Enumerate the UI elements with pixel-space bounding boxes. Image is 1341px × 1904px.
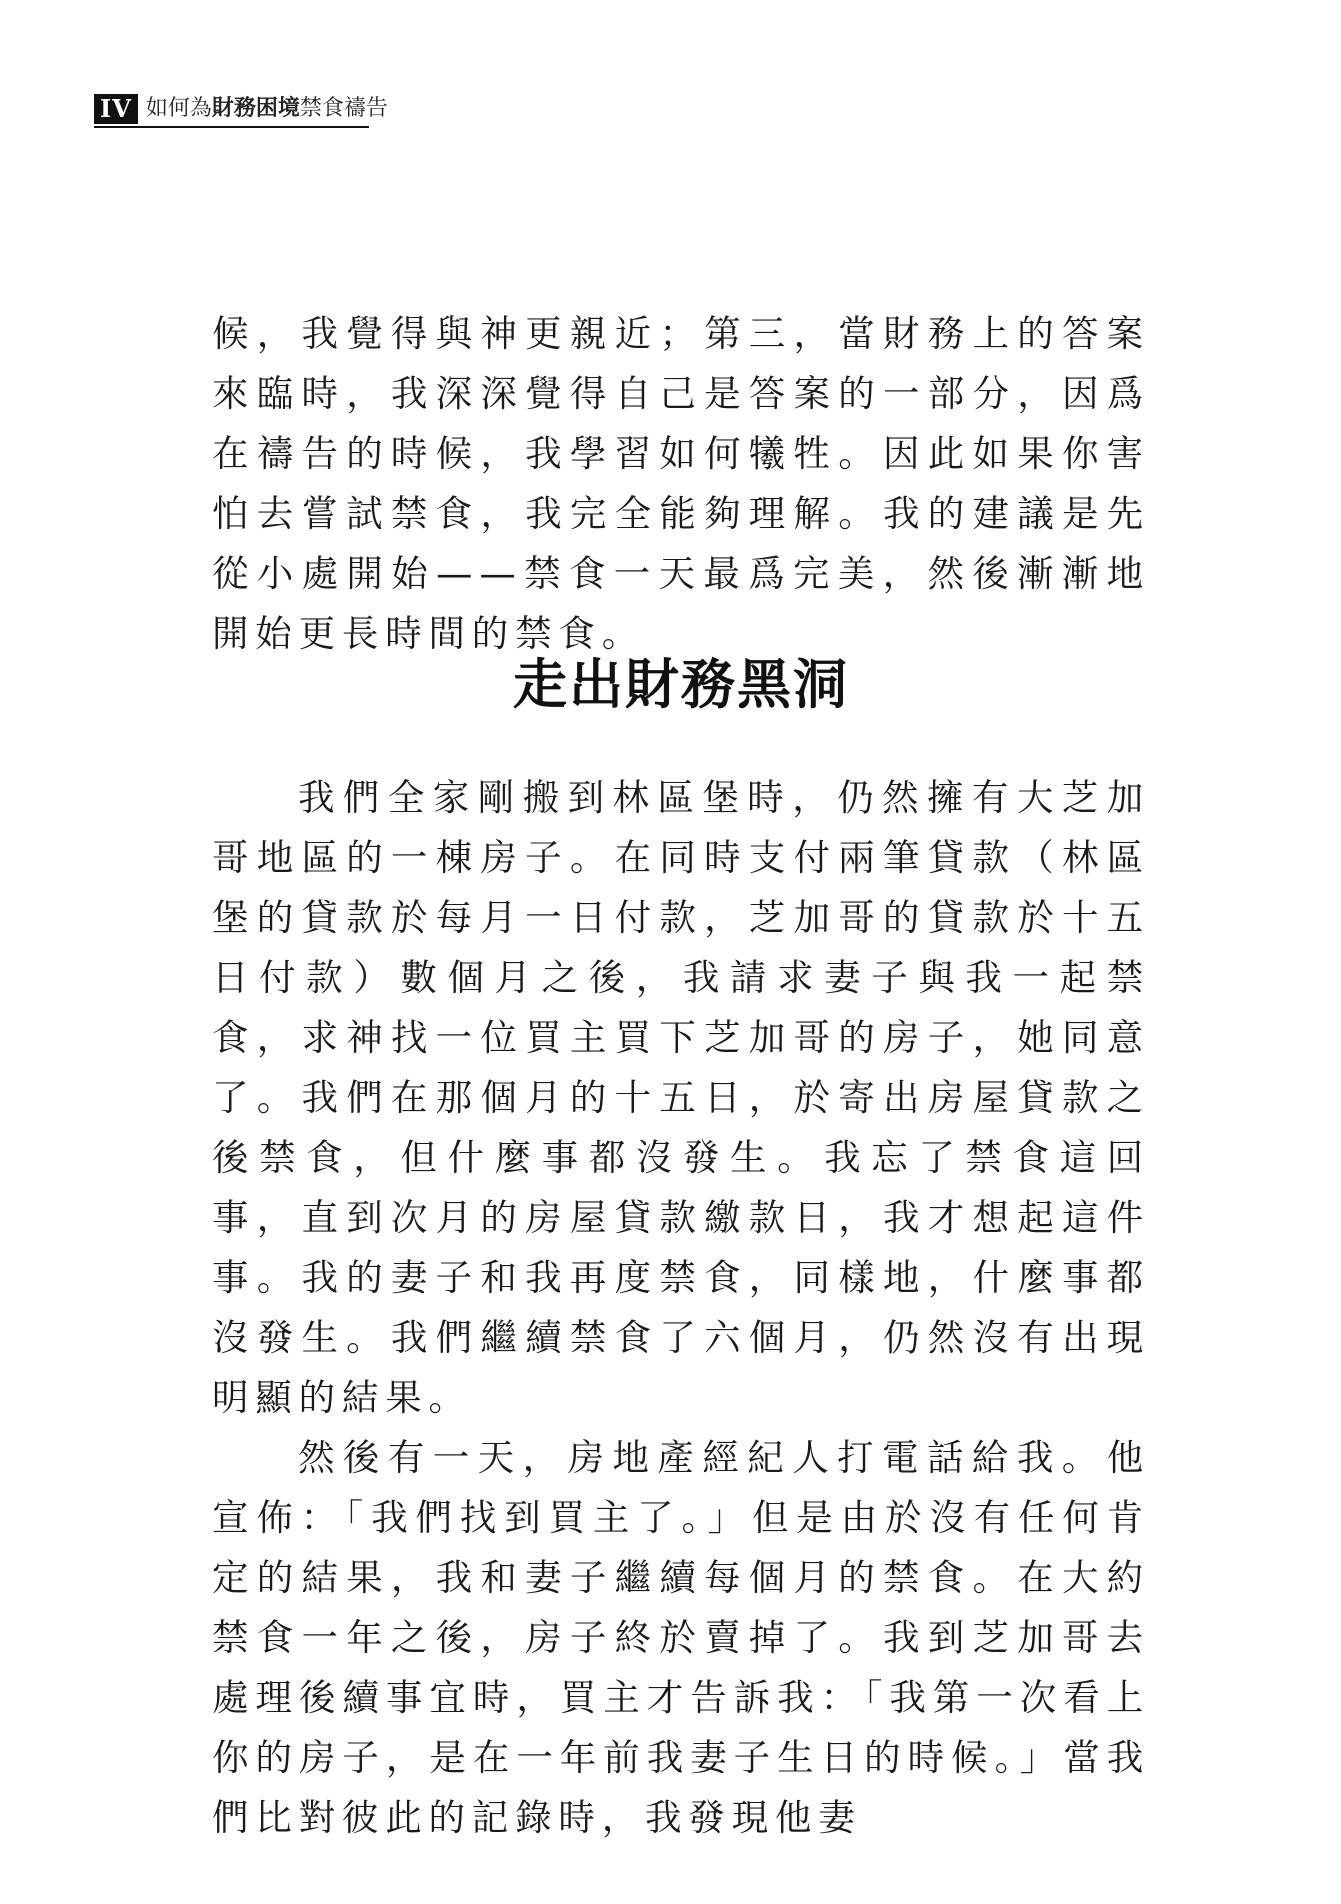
section-title: 走出財務黑洞 — [513, 653, 849, 716]
page-number-badge: IV — [94, 94, 138, 124]
running-title — [146, 94, 388, 124]
intro-paragraph: 候，我覺得與神更親近；第三，當財務上的答案來臨時，我深深覺得自己是答案的一部分，因爲在禱告的時候，我學習如何犧牲。因此如果你害怕去嘗試禁食，我完全能夠理解。我的建議是先從小處開始——禁食一天最爲完美，然後漸漸地開始更長時間的禁食。 — [212, 312, 1150, 655]
running-title-bold: 財務困境 — [211, 96, 300, 121]
paragraph-1: 我們全家剛搬到林區堡時，仍然擁有大芝加哥地區的一棟房子。在同時支付兩筆貸款（林區堡的貸款於每月一日付款，芝加哥的貸款於十五日付款）數個月之後，我請求妻子與我一起禁食，求神找一位買主買下芝加哥的房子，她同意了。我們在那個月的十五日，於寄出房屋貸款之後禁食，但什麼事都沒發生。我忘了禁食這回事，直到次月的房屋貸款繳款日，我才想起這件事。我的妻子和我再度禁食，同樣地，什麼事都沒發生。我們繼續禁食了六個月，仍然沒有出現明顯的結果。 — [212, 776, 1150, 1419]
running-title-prefix: 如何為 — [145, 96, 212, 121]
header-rule — [94, 126, 369, 128]
paragraph-2: 然後有一天，房地產經紀人打電話給我。他宣佈：「我們找到買主了。」但是由於沒有任何肯定的結果，我和妻子繼續每個月的禁食。在大約禁食一年之後，房子終於賣掉了。我到芝加哥去處理後續事宜時，買主才告訴我：「我第一次看上你的房子，是在一年前我妻子生日的時候。」當我們比對彼此的記錄時，我發現他妻 — [212, 1436, 1150, 1839]
running-header — [94, 92, 388, 126]
running-title-suffix: 禁食禱告 — [299, 96, 388, 121]
section-text-block — [212, 768, 1150, 1848]
intro-text-block — [212, 304, 1150, 664]
